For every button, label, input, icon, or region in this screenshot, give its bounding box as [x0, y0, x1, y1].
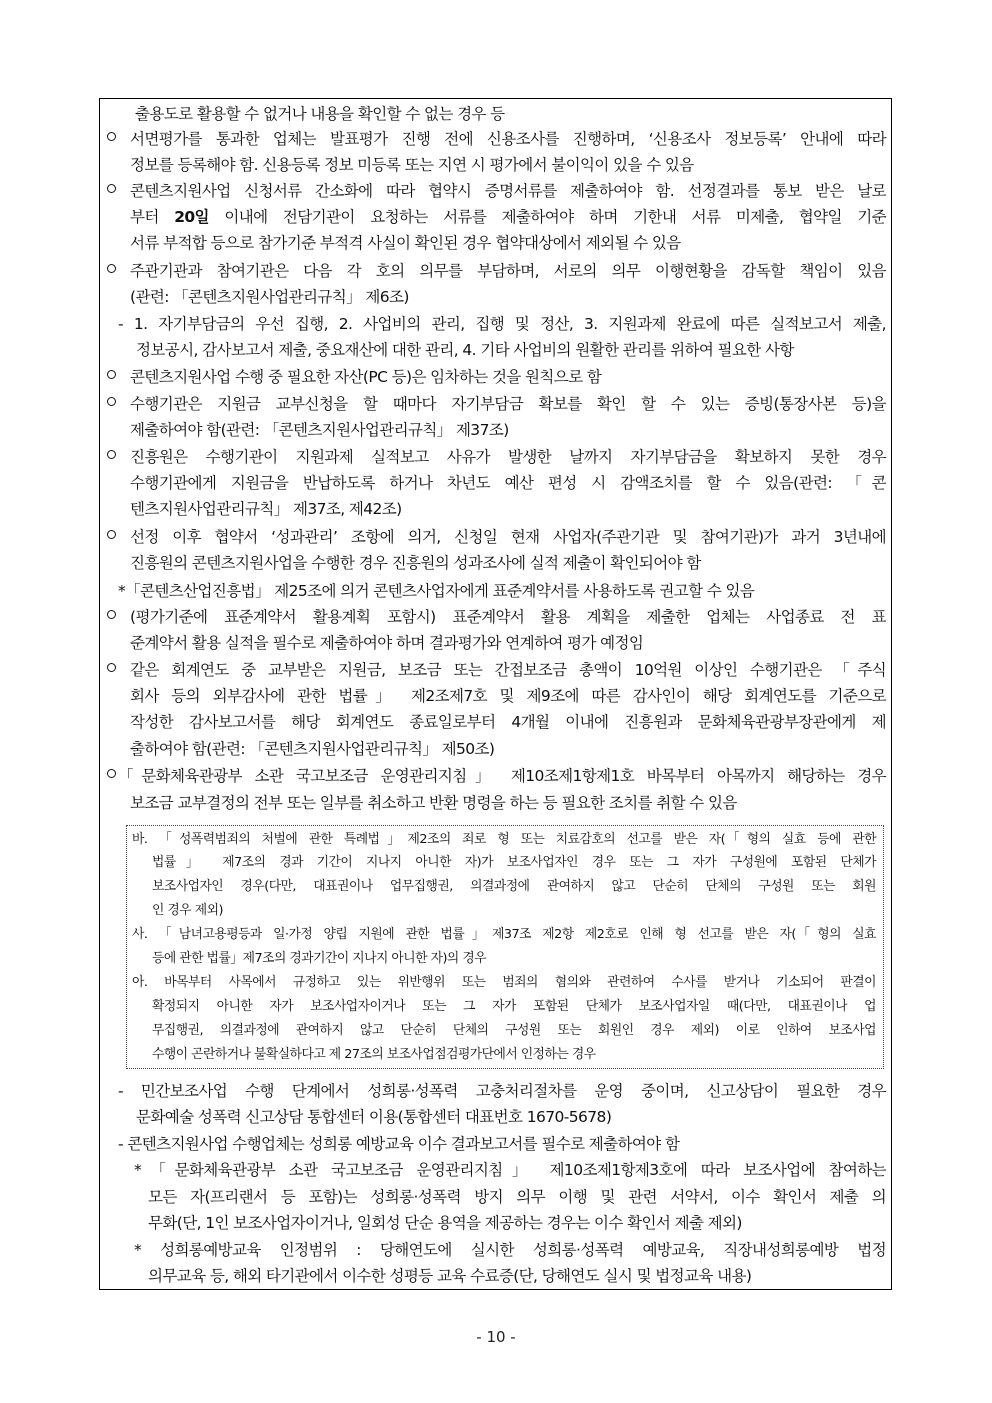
- paragraph-audit-line4: 출하여야 함(관련: 「콘텐츠지원사업관리규칙」 제50조): [130, 740, 495, 758]
- paragraph-obligations-line2: (관련: 「콘텐츠지원사업관리규칙」 제6조): [130, 288, 409, 306]
- page-number: - 10 -: [476, 1328, 516, 1346]
- paragraph-docs-line2: [130, 204, 886, 230]
- paragraph-performance-line2: 진흥원의 콘텐츠지원사업을 수행한 경우 진흥원의 성과조사에 실적 제출이 확인되어야 함: [130, 554, 701, 572]
- note-subsidy-guideline-line1: *「문화체육관광부 소관 국고보조금 운영관리지침」 제10조제1항제3호에 따라 보조사업에 참여하는: [134, 1161, 886, 1179]
- dash-item-harassment-line2: 문화예술 성폭력 신고상담 통합센터 이용(통합센터 대표번호 1670-5678): [136, 1108, 612, 1126]
- note-subsidy-guideline-line2: 모든 자(프리랜서 등 포함)는 성희롱·성폭력 방지 의무 이행 및 관련 서약서, 이수 확인서 제출 의: [148, 1188, 886, 1206]
- bullet-circle-icon: [107, 184, 116, 193]
- continuation-text: 출용도로 활용할 수 없거나 내용을 확인할 수 없는 경우 등: [135, 105, 505, 123]
- bold-deadline: 20일: [174, 208, 209, 226]
- paragraph-docs-line3: 서류 부적합 등으로 참가기준 부적격 사실이 확인된 경우 협약대상에서 제외될 수 있음: [130, 234, 681, 252]
- paragraph-audit-line3: 작성한 감사보고서를 해당 회계연도 종료일로부터 4개월 이내에 진흥원과 문화체육관광부장관에게 제: [130, 713, 886, 731]
- excerpt-item-ba-line1: 바. 「성폭력범죄의 처벌에 관한 특례법」제2조의 죄로 형 또는 치료감호의 선고를 받은 자(「형의 실효 등에 관한: [132, 832, 876, 847]
- bullet-circle-icon: [107, 610, 116, 619]
- note-standard-contract: *「콘텐츠산업진흥법」 제25조에 의거 콘텐츠사업자에게 표준계약서를 사용하도록 권고할 수 있음: [118, 582, 755, 600]
- note-education-scope-line2: 의무교육 등, 해외 타기관에서 이수한 성평등 교육 수료증(단, 당해연도 실시 및 법정교육 내용): [148, 1267, 752, 1285]
- dash-item-prevention-education: - 콘텐츠지원사업 수행업체는 성희롱 예방교육 이수 결과보고서를 필수로 제출하여야 함: [118, 1135, 680, 1153]
- paragraph-refund-line2: 수행기관에게 지원금을 반납하도록 하거나 차년도 예산 편성 시 감액조치를 할 수 있음(관련: 「콘: [130, 474, 886, 492]
- paragraph-subsidy-cancel-line1: 「문화체육관광부 소관 국고보조금 운영관리지침」 제10조제1항제1호 바목부터 아목까지 해당하는 경우: [118, 767, 886, 785]
- bullet-circle-icon: [107, 264, 116, 273]
- paragraph-standard-contract-line2: 준계약서 활용 실적을 필수로 제출하여야 하며 결과평가와 연계하여 평가 예정임: [130, 634, 644, 652]
- paragraph-docs-line2-text: 부터 20일 이내에 전담기관이 요청하는 서류를 제출하여야 하며 기한내 서류 미제출, 협약일 기준: [130, 208, 887, 226]
- excerpt-item-a-line2: 확정되지 아니한 자가 보조사업자이거나 또는 그 자가 포함된 단체가 보조사업자일 때(다만, 대표권이나 업: [152, 999, 876, 1014]
- dash-item-harassment-line1: - 민간보조사업 수행 단계에서 성희롱·성폭력 고충처리절차를 운영 중이며, 신고상담이 필요한 경우: [118, 1082, 886, 1100]
- excerpt-item-ba-line3: 보조사업자인 경우(다만, 대표권이나 업무집행권, 의결과정에 관여하지 않고 단순히 단체의 구성원 또는 회원: [152, 879, 876, 894]
- paragraph-credit-check-line2: 정보를 등록해야 함. 신용등록 정보 미등록 또는 지연 시 평가에서 불이익이 있을 수 있음: [130, 156, 694, 174]
- excerpt-item-a-line3: 무집행권, 의결과정에 관여하지 않고 단순히 단체의 구성원 또는 회원인 경우 제외) 이로 인하여 보조사업: [152, 1023, 876, 1038]
- excerpt-item-ba-line4: 인 경우 제외): [152, 903, 223, 918]
- dash-item-obligations-line2: 정보공시, 감사보고서 제출, 중요재산에 대한 관리, 4. 기타 사업비의 원활한 관리를 위하여 필요한 사항: [136, 341, 794, 359]
- bullet-circle-icon: [107, 397, 116, 406]
- dash-item-obligations-line1: - 1. 자기부담금의 우선 집행, 2. 사업비의 관리, 집행 및 정산, 3. 지원과제 완료에 따른 실적보고서 제출,: [118, 315, 886, 333]
- paragraph-credit-check-line1: 서면평가를 통과한 업체는 발표평가 진행 전에 신용조사를 진행하며, ‘신용조사 정보등록’ 안내에 따라: [130, 130, 886, 148]
- note-education-scope-line1: * 성희롱예방교육 인정범위 : 당해연도에 실시한 성희롱·성폭력 예방교육, 직장내성희롱예방 법정: [134, 1241, 886, 1259]
- paragraph-performance-line1: 선정 이후 협약서 ‘성과관리’ 조항에 의거, 신청일 현재 사업자(주관기관 및 참여기관)가 과거 3년내에: [130, 528, 886, 546]
- excerpt-item-a-line1: 아. 바목부터 사목에서 규정하고 있는 위반행위 또는 범죄의 혐의와 관련하여 수사를 받거나 기소되어 판결이: [132, 975, 876, 990]
- bullet-circle-icon: [107, 450, 116, 459]
- paragraph-audit-line2: 회사 등의 외부감사에 관한 법률」 제2조제7호 및 제9조에 따른 감사인이 해당 회계연도를 기준으로: [130, 687, 886, 705]
- paragraph-standard-contract-line1: (평가기준에 표준계약서 활용계획 포함시) 표준계약서 활용 계획을 제출한 업체는 사업종료 전 표: [130, 608, 886, 626]
- paragraph-refund-line3: 텐츠지원사업관리규칙」 제37조, 제42조): [130, 500, 402, 518]
- excerpt-item-ba-line2: 법률」 제7조의 경과 기간이 지나지 아니한 자)가 보조사업자인 경우 또는 그 자가 구성원에 포함된 단체가: [152, 855, 876, 870]
- paragraph-obligations-line1: 주관기관과 참여기관은 다음 각 호의 의무를 부담하며, 서로의 의무 이행현황을 감독할 책임이 있음: [130, 262, 886, 280]
- bullet-circle-icon: [107, 663, 116, 672]
- paragraph-docs-line1: 콘텐츠지원사업 신청서류 간소화에 따라 협약시 증명서류를 제출하여야 함. 선정결과를 통보 받은 날로: [130, 182, 886, 200]
- paragraph-assets: 콘텐츠지원사업 수행 중 필요한 자산(PC 등)은 임차하는 것을 원칙으로 함: [130, 368, 602, 386]
- bullet-circle-icon: [107, 530, 116, 539]
- bullet-circle-icon: [107, 132, 116, 141]
- bullet-circle-icon: [107, 769, 116, 778]
- note-subsidy-guideline-line3: 무화(단, 1인 보조사업자이거나, 일회성 단순 용역을 제공하는 경우는 이수 확인서 제출 제외): [148, 1214, 742, 1232]
- bullet-circle-icon: [107, 370, 116, 379]
- paragraph-self-burden-line1: 수행기관은 지원금 교부신청을 할 때마다 자기부담금 확보를 확인 할 수 있는 증빙(통장사본 등)을: [130, 395, 886, 413]
- excerpt-item-a-line4: 수행이 곤란하거나 불확실하다고 제 27조의 보조사업점검평가단에서 인정하는 경우: [152, 1047, 596, 1062]
- excerpt-item-sa-line1: 사. 「남녀고용평등과 일·가정 양립 지원에 관한 법률」제37조 제2항 제2호로 인해 형 선고를 받은 자(「형의 실효: [132, 927, 876, 942]
- paragraph-subsidy-cancel-line2: 보조금 교부결정의 전부 또는 일부를 취소하고 반환 명령을 하는 등 필요한 조치를 취할 수 있음: [130, 794, 737, 812]
- paragraph-self-burden-line2: 제출하여야 함(관련: 「콘텐츠지원사업관리규칙」 제37조): [130, 421, 509, 439]
- paragraph-refund-line1: 진흥원은 수행기관이 지원과제 실적보고 사유가 발생한 날까지 자기부담금을 확보하지 못한 경우: [130, 448, 886, 466]
- excerpt-item-sa-line2: 등에 관한 법률」제7조의 경과기간이 지나지 아니한 자)의 경우: [152, 951, 487, 966]
- paragraph-audit-line1: 같은 회계연도 중 교부받은 지원금, 보조금 또는 간접보조금 총액이 10억원 이상인 수행기관은 「주식: [130, 661, 886, 679]
